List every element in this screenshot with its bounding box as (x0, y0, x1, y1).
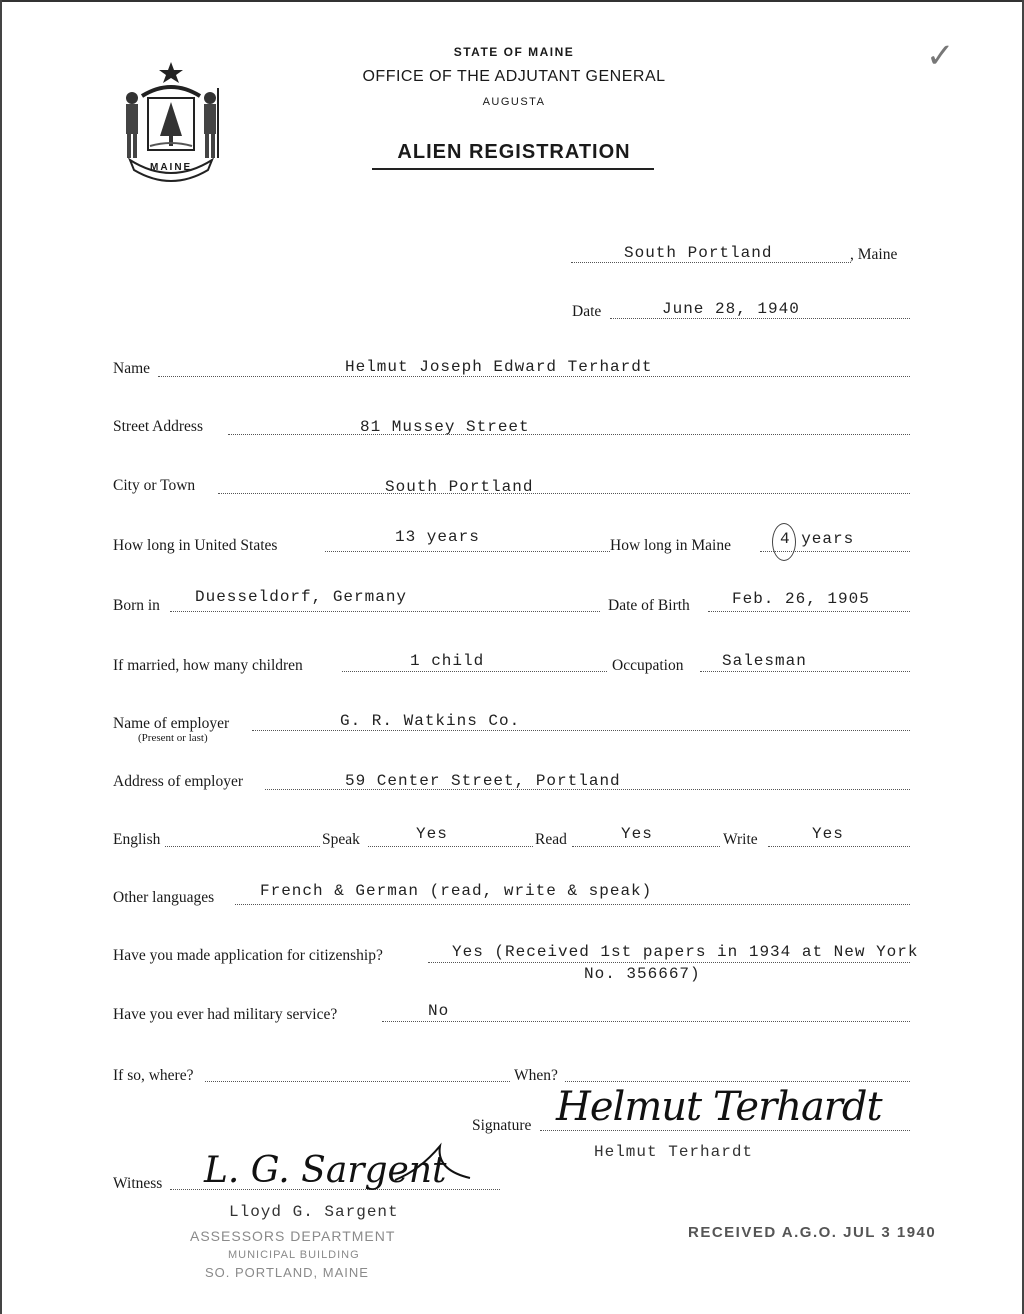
assessor-stamp-line2: MUNICIPAL BUILDING (228, 1249, 360, 1261)
dob-label: Date of Birth (608, 597, 690, 614)
page-border-left (0, 0, 2, 1314)
date-value: June 28, 1940 (662, 300, 800, 318)
us-time-value: 13 years (395, 528, 480, 546)
header-office: OFFICE OF THE ADJUTANT GENERAL (362, 68, 666, 85)
date-label: Date (572, 303, 602, 320)
header-state: STATE OF MAINE (453, 45, 575, 59)
write-label: Write (723, 831, 758, 848)
read-label: Read (535, 831, 567, 848)
header-city: AUGUSTA (482, 96, 546, 108)
citizenship-value: Yes (Received 1st papers in 1934 at New York (452, 943, 919, 961)
signature-typed: Helmut Terhardt (594, 1143, 754, 1161)
maine-time-value: 4 years (780, 530, 855, 548)
title-underline (372, 168, 654, 170)
employer-label: Name of employer (113, 715, 230, 732)
born-label: Born in (113, 597, 160, 614)
received-stamp: RECEIVED A.G.O. JUL 3 1940 (688, 1224, 937, 1241)
page-title: ALIEN REGISTRATION (397, 141, 631, 163)
occupation-label: Occupation (612, 657, 684, 674)
dob-value: Feb. 26, 1905 (732, 590, 870, 608)
write-value: Yes (812, 825, 844, 843)
employer-address-label: Address of employer (113, 773, 243, 790)
street-label: Street Address (113, 418, 203, 435)
employer-value: G. R. Watkins Co. (340, 712, 521, 730)
witness-label: Witness (113, 1175, 163, 1192)
read-value: Yes (621, 825, 653, 843)
city-label: City or Town (113, 477, 196, 494)
children-label: If married, how many children (113, 657, 303, 674)
children-value: 1 child (410, 652, 485, 670)
english-label: English (113, 831, 161, 848)
speak-label: Speak (322, 831, 360, 848)
where-label: If so, where? (113, 1067, 194, 1084)
other-languages-label: Other languages (113, 889, 215, 906)
name-label: Name (113, 360, 151, 377)
witness-typed: Lloyd G. Sargent (229, 1203, 399, 1221)
military-label: Have you ever had military service? (113, 1006, 338, 1023)
us-time-label: How long in United States (113, 537, 278, 554)
signature-label: Signature (472, 1117, 532, 1134)
signature-handwritten: Helmut Terhardt (556, 1084, 882, 1130)
born-value: Duesseldorf, Germany (195, 588, 408, 606)
witness-flourish-icon (390, 1140, 480, 1190)
street-value: 81 Mussey Street (360, 418, 530, 436)
place-value: South Portland (624, 244, 773, 262)
citizenship-label: Have you made application for citizenship? (113, 947, 383, 964)
employer-address-value: 59 Center Street, Portland (345, 772, 621, 790)
city-value: South Portland (385, 478, 534, 496)
military-value: No (428, 1002, 450, 1020)
place-suffix: , Maine (850, 246, 898, 263)
witness-handwritten: L. G. Sargent (204, 1150, 447, 1191)
page-border-top (0, 0, 1024, 2)
checkmark-icon: ✓ (926, 38, 955, 75)
citizenship-value-line2: No. 356667) (584, 965, 701, 983)
speak-value: Yes (416, 825, 448, 843)
assessor-stamp-line1: ASSESSORS DEPARTMENT (190, 1228, 396, 1244)
when-label: When? (514, 1067, 558, 1084)
employer-sublabel: (Present or last) (138, 732, 208, 744)
assessor-stamp-line3: SO. PORTLAND, MAINE (205, 1265, 369, 1280)
occupation-value: Salesman (722, 652, 807, 670)
maine-time-label: How long in Maine (610, 537, 731, 554)
seal-banner-text: MAINE (150, 162, 193, 173)
other-languages-value: French & German (read, write & speak) (260, 882, 653, 900)
name-value: Helmut Joseph Edward Terhardt (345, 358, 653, 376)
